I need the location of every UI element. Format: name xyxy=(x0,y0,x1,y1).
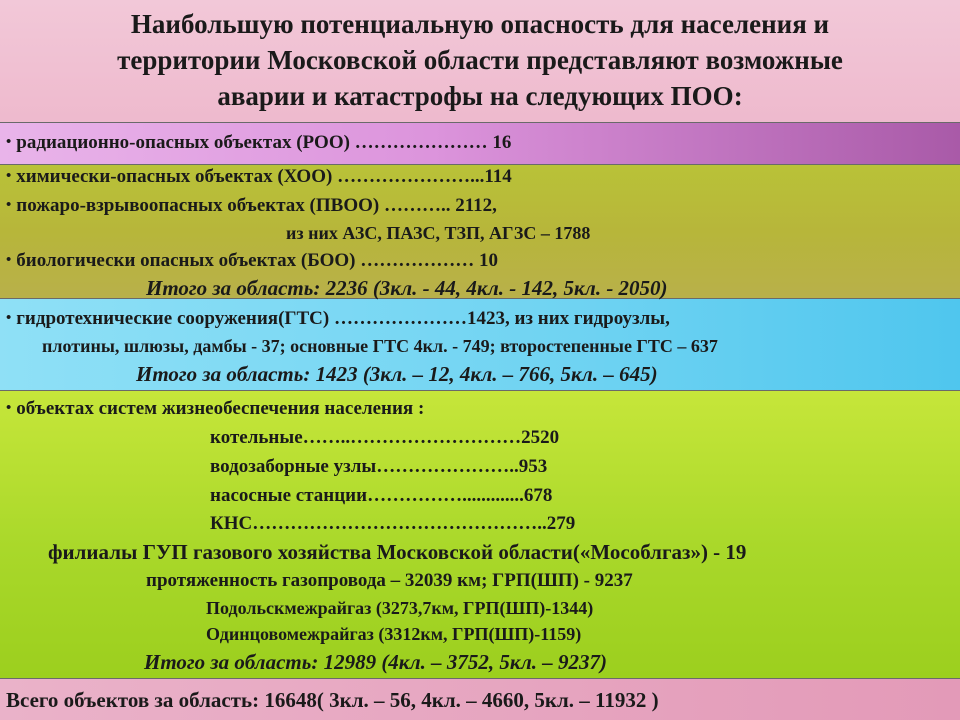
title-line-1: Наибольшую потенциальную опасность для населения и xyxy=(130,9,830,39)
item-pump-stations: насосные станции…………….............678 xyxy=(210,485,553,506)
item-gas-pipeline: протяженность газопровода – 32039 км; ГРП(ШП) - 9237 xyxy=(146,570,633,591)
item-water-intake: водозаборные узлы…………………..953 xyxy=(210,456,548,477)
bullet-icon: • xyxy=(6,168,12,184)
item-podolsk: Подольскмежрайгаз (3273,7км, ГРП(ШП)-1344) xyxy=(206,598,594,618)
slide-title xyxy=(0,0,960,120)
item-gts-text: гидротехнические сооружения(ГТС) …………………1423, из них гидроузлы, xyxy=(16,308,670,329)
item-boilers: котельные……..………………………2520 xyxy=(210,427,560,448)
bullet-icon: • xyxy=(6,310,12,326)
item-azs: из них АЗС, ПАЗС, ТЗП, АГЗС – 1788 xyxy=(286,223,591,243)
item-roo xyxy=(6,132,511,154)
total-chemical: Итого за область: 2236 (3кл. - 44, 4кл. - 142, 5кл. - 2050) xyxy=(146,276,668,300)
item-life-support-text: объектах систем жизнеобеспечения населения : xyxy=(16,398,425,419)
bullet-icon: • xyxy=(6,197,12,213)
item-kns: КНС………………………………………..279 xyxy=(210,513,576,534)
item-gts xyxy=(6,308,670,330)
bullet-icon: • xyxy=(6,252,12,268)
item-hoo-text: химически-опасных объектах (ХОО) …………………...114 xyxy=(16,166,512,187)
total-hydro: Итого за область: 1423 (3кл. – 12, 4кл. – 766, 5кл. – 645) xyxy=(136,362,658,386)
item-pvoo xyxy=(6,195,497,217)
item-life-support xyxy=(6,398,424,420)
item-pvoo-text: пожаро-взрывоопасных объектах (ПВОО) ……….. 2112, xyxy=(16,195,497,216)
title-line-2: территории Московской области представляют возможные xyxy=(117,45,843,75)
total-life-support: Итого за область: 12989 (4кл. – 3752, 5кл. – 9237) xyxy=(144,650,607,674)
grand-total: Всего объектов за область: 16648( 3кл. – 56, 4кл. – 4660, 5кл. – 11932 ) xyxy=(6,688,659,712)
title-line-3: аварии и катастрофы на следующих ПОО: xyxy=(217,81,743,111)
item-hoo xyxy=(6,166,512,188)
item-gas-branches: филиалы ГУП газового хозяйства Московской области(«Мособлгаз») - 19 xyxy=(48,540,747,564)
bullet-icon: • xyxy=(6,400,12,416)
item-gts-detail: плотины, шлюзы, дамбы - 37; основные ГТС 4кл. - 749; второстепенные ГТС – 637 xyxy=(42,336,718,356)
item-odintsovo: Одинцовомежрайгаз (3312км, ГРП(ШП)-1159) xyxy=(206,624,582,644)
item-boo xyxy=(6,250,498,272)
item-boo-text: биологически опасных объектах (БОО) ……………… 10 xyxy=(16,250,499,271)
bullet-icon: • xyxy=(6,134,12,150)
item-roo-text: радиационно-опасных объектах (РОО) ………………… 16 xyxy=(16,132,512,153)
